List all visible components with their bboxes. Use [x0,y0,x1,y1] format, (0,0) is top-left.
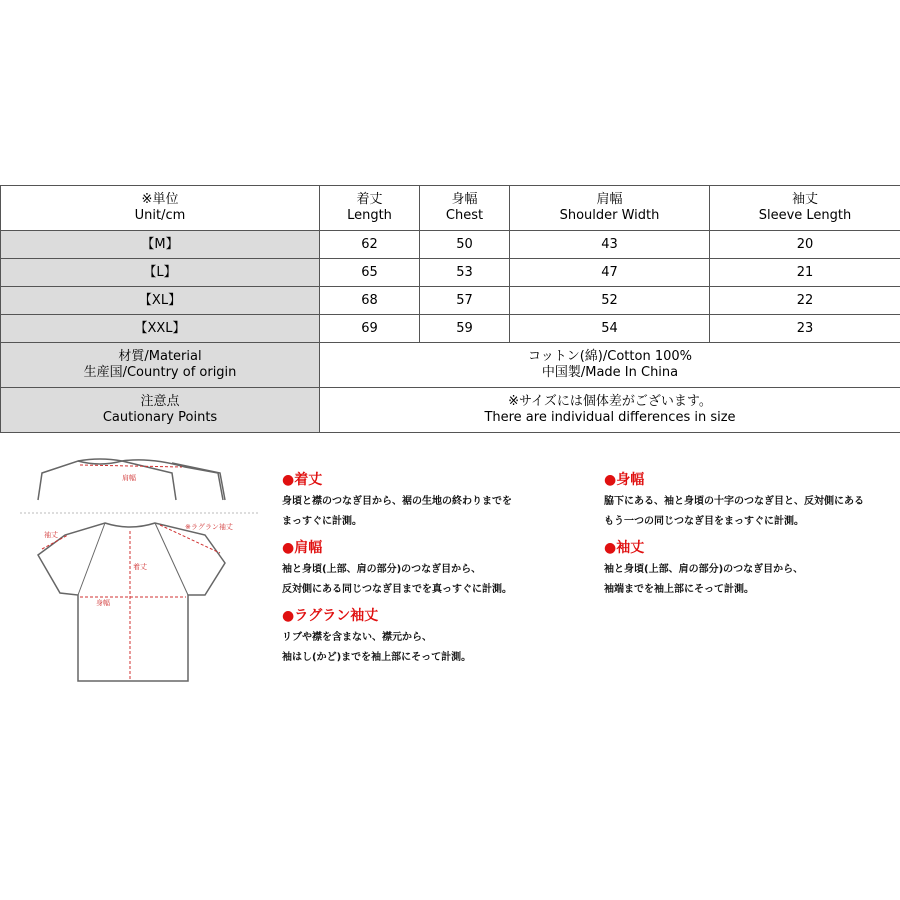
sleeve-value: 23 [710,315,900,343]
caution-row [1,388,900,433]
shoulder-value: 43 [510,231,710,259]
shoulder-value: 47 [510,259,710,287]
note-raglan [282,606,582,668]
origin-label: 生産国/Country of origin [83,365,237,380]
shoulder-header-ja: 肩幅 [596,192,623,207]
caution-value-cell [320,388,900,433]
shoulder-header-cell [510,186,710,231]
note-chest-line: もう一つの同じつなぎ目をまっすぐに計測。 [604,516,804,527]
size-label: 【XL】 [1,287,320,315]
length-value: 62 [320,231,420,259]
chest-value: 53 [420,259,510,287]
caution-value-ja: ※サイズには個体差がございます。 [508,394,712,409]
note-raglan-line: リブや襟を含まない、襟元から、 [282,632,432,643]
chest-header-ja: 身幅 [451,192,478,207]
length-header-ja: 着丈 [356,192,383,207]
shoulder-diagram-label: 肩幅 [122,474,136,482]
length-header-cell [320,186,420,231]
table-row [1,287,900,315]
sleeve-header-en: Sleeve Length [758,208,852,223]
note-sleeve-line: 袖と身頃(上部、肩の部分)のつなぎ目から、 [604,564,804,575]
shoulder-header-en: Shoulder Width [559,208,660,223]
note-length-line: 身頃と襟のつなぎ目から、裾の生地の終わりまでを [282,496,512,507]
length-value: 69 [320,315,420,343]
unit-header-cell [1,186,320,231]
sleeve-value: 21 [710,259,900,287]
note-sleeve [604,538,900,600]
size-label: 【M】 [1,231,320,259]
note-shoulder-line: 反対側にある同じつなぎ目までを真っすぐに計測。 [282,584,512,595]
header-row [1,186,900,231]
tshirt-measurement-diagram [20,445,260,695]
chest-value: 59 [420,315,510,343]
length-value: 68 [320,287,420,315]
shoulder-value: 54 [510,315,710,343]
length-value: 65 [320,259,420,287]
table-row [1,315,900,343]
note-length-title: ●着丈 [282,472,323,488]
table-row [1,259,900,287]
note-raglan-title: ●ラグラン袖丈 [282,608,379,624]
material-value: コットン(綿)/Cotton 100% [528,349,692,364]
note-shoulder-line: 袖と身頃(上部、肩の部分)のつなぎ目から、 [282,564,482,575]
size-label: 【L】 [1,259,320,287]
table-row [1,231,900,259]
caution-value-en: There are individual differences in size [484,410,736,425]
note-shoulder [282,538,582,600]
caution-label-cell [1,388,320,433]
note-chest-line: 脇下にある、袖と身頃の十字のつなぎ目と、反対側にある [604,496,864,507]
chest-header-en: Chest [445,208,484,223]
raglan-seam-left [78,523,105,595]
origin-value: 中国製/Made In China [541,365,679,380]
note-chest-title: ●身幅 [604,472,645,488]
note-chest [604,470,900,532]
size-table [0,185,900,433]
shirt-front-outline [38,523,225,681]
size-label: 【XXL】 [1,315,320,343]
note-raglan-line: 袖はし(かど)までを袖上部にそって計測。 [282,652,472,663]
length-diagram-label: 着丈 [133,563,147,571]
sleeve-value: 20 [710,231,900,259]
material-row [1,343,900,388]
shoulder-measure-line [80,465,182,467]
note-sleeve-line: 袖端までを袖上部にそって計測。 [604,584,754,595]
sleeve-diagram-label: 袖丈 [44,531,58,539]
chest-value: 50 [420,231,510,259]
material-label-cell [1,343,320,388]
caution-label-en: Cautionary Points [102,410,218,425]
caution-label-ja: 注意点 [140,394,180,409]
chest-header-cell [420,186,510,231]
material-value-cell [320,343,900,388]
note-length-line: まっすぐに計測。 [282,516,362,527]
note-shoulder-title: ●肩幅 [282,540,323,556]
note-sleeve-title: ●袖丈 [604,540,645,556]
unit-label-en: Unit/cm [134,208,186,223]
sleeve-value: 22 [710,287,900,315]
note-length [282,470,582,532]
sleeve-header-cell [710,186,900,231]
shirt-back-top [78,459,223,500]
material-label: 材質/Material [118,349,202,364]
raglan-seam-right [155,523,188,595]
raglan-diagram-label: ※ラグラン袖丈 [185,523,233,531]
chest-value: 57 [420,287,510,315]
sleeve-header-ja: 袖丈 [791,192,818,207]
shoulder-value: 52 [510,287,710,315]
chest-diagram-label: 身幅 [96,599,110,607]
length-header-en: Length [347,208,392,223]
unit-label-ja: ※単位 [141,192,179,207]
